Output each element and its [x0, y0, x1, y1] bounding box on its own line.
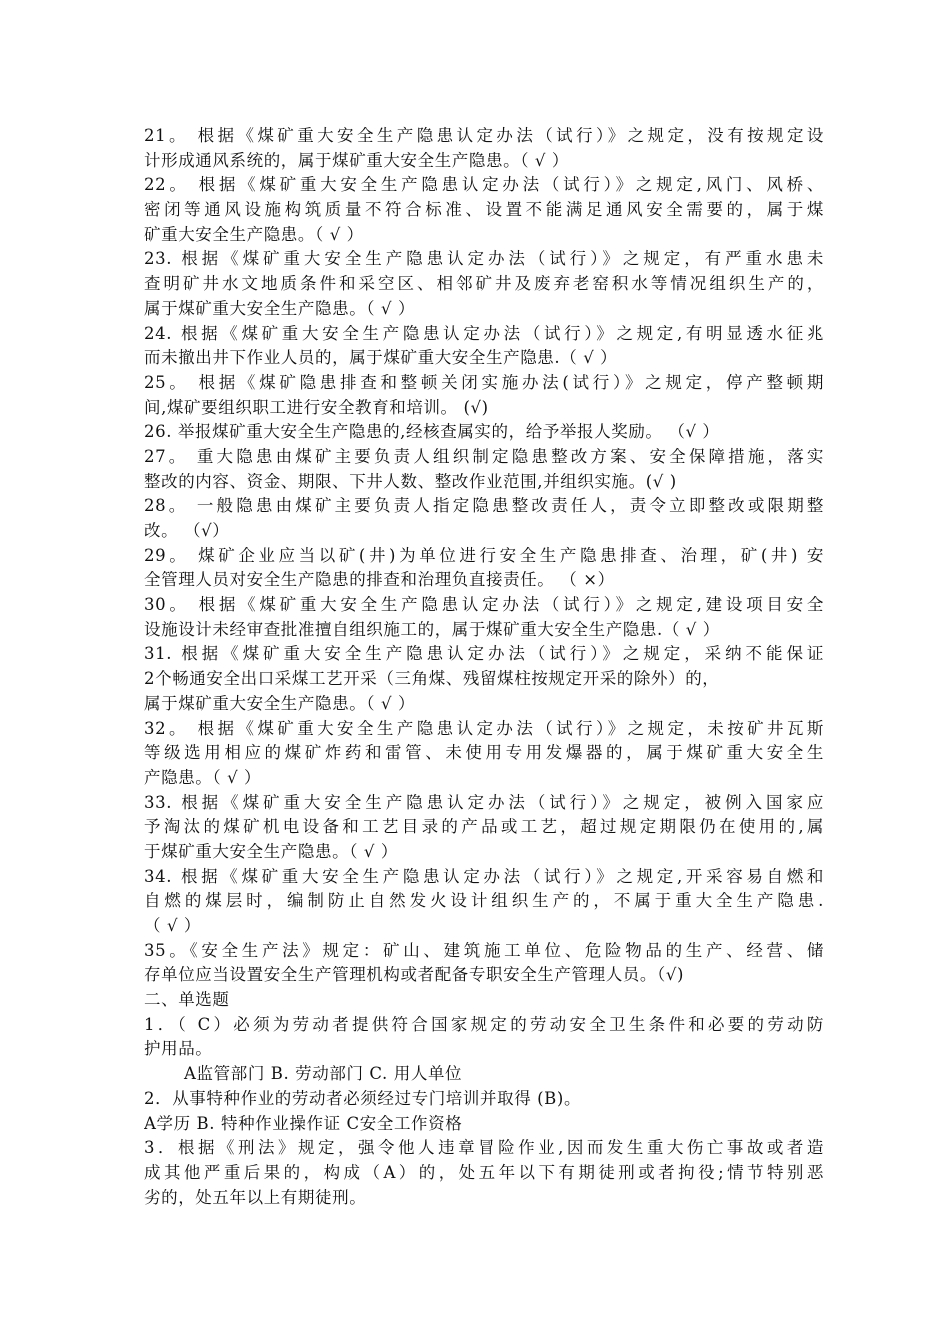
text-line: 27。 重大隐患由煤矿主要负责人组织制定隐患整改方案、安全保障措施，落实 — [144, 446, 824, 466]
text-line: 矿重大安全生产隐患。（ √ ） — [144, 224, 364, 244]
text-line: 自燃的煤层时，编制防止自然发火设计组织生产的，不属于重大全生产隐患. — [144, 891, 824, 911]
text-line: 21。 根据《煤矿重大安全生产隐患认定办法（试行）》之规定，没有按规定设 — [144, 126, 824, 145]
text-line: 而未撤出井下作业人员的，属于煤矿重大安全生产隐患.（ √ ） — [144, 348, 618, 368]
text-line: 2个畅通安全出口采煤工艺开采（三角煤、残留煤柱按规定开采的除外）的， — [144, 669, 720, 689]
text-line: 设施设计未经审查批准擅自组织施工的，属于煤矿重大安全生产隐患.（ √ ） — [144, 619, 720, 639]
text-line: 3．根据《刑法》规定，强令他人违章冒险作业,因而发生重大伤亡事故或者造 — [144, 1138, 824, 1158]
text-line: 属于煤矿重大安全生产隐患。（ √ ） — [144, 298, 416, 318]
text-line: 于煤矿重大安全生产隐患。（ √ ） — [144, 841, 398, 861]
text-line: 34. 根据《煤矿重大安全生产隐患认定办法（试行）》之规定,开采容易自燃和 — [144, 866, 824, 886]
text-line: 33. 根据《煤矿重大安全生产隐患认定办法（试行）》之规定，被例入国家应 — [144, 792, 824, 812]
text-line: 25。 根据《煤矿隐患排查和整顿关闭实施办法(试行）》之规定，停产整顿期 — [144, 372, 824, 392]
text-line: 成其他严重后果的，构成（A）的，处五年以下有期徒刑或者拘役;情节特别恶 — [144, 1162, 824, 1182]
text-line: 间,煤矿要组织职工进行安全教育和培训。 (√) — [144, 397, 489, 417]
text-line: 30。 根据《煤矿重大安全生产隐患认定办法（试行）》之规定,建设项目安全 — [144, 595, 824, 615]
text-line: 属于煤矿重大安全生产隐患。（ √ ） — [144, 693, 416, 713]
text-line: 29。 煤矿企业应当以矿(井)为单位进行安全生产隐患排查、治理，矿(井) 安 — [144, 545, 824, 565]
text-line: 予淘汰的煤矿机电设备和工艺目录的产品或工艺，超过规定期限仍在使用的,属 — [144, 817, 824, 837]
text-line: 等级选用相应的煤矿炸药和雷管、未使用专用发爆器的，属于煤矿重大安全生 — [144, 743, 824, 763]
text-line: A监管部门 B. 劳动部门 C. 用人单位 — [184, 1064, 463, 1084]
text-line: A学历 B. 特种作业操作证 C安全工作资格 — [144, 1113, 463, 1133]
text-line: 31. 根据《煤矿重大安全生产隐患认定办法（试行）》之规定，采纳不能保证 — [144, 644, 824, 664]
text-line: 密闭等通风设施构筑质量不符合标准、设置不能满足通风安全需要的，属于煤 — [144, 200, 824, 220]
text-line: 2．从事特种作业的劳动者必须经过专门培训并取得 (B)。 — [144, 1088, 582, 1108]
text-line: 32。 根据《煤矿重大安全生产隐患认定办法（试行）》之规定，未按矿井瓦斯 — [144, 718, 824, 738]
text-line: 产隐患。（ √ ） — [144, 767, 262, 787]
text-line: （ √ ） — [144, 916, 202, 935]
text-line: 24. 根据《煤矿重大安全生产隐患认定办法（试行）》之规定,有明显透水征兆 — [144, 323, 824, 343]
text-line: 28。 一般隐患由煤矿主要负责人指定隐患整改责任人，责令立即整改或限期整 — [144, 496, 824, 516]
text-line: 二、单选题 — [144, 990, 230, 1010]
text-line: 计形成通风系统的，属于煤矿重大安全生产隐患。（ √ ） — [144, 150, 569, 170]
text-line: 35。《安全生产法》规定：矿山、建筑施工单位、危险物品的生产、经营、储 — [144, 940, 824, 960]
document-page — [144, 124, 824, 1210]
text-line: 26. 举报煤矿重大安全生产隐患的,经核查属实的，给予举报人奖励。 （√ ） — [144, 422, 720, 442]
text-line: 23. 根据《煤矿重大安全生产隐患认定办法（试行）》之规定，有严重水患未 — [144, 249, 824, 269]
text-line: 1．（ C）必须为劳动者提供符合国家规定的劳动安全卫生条件和必要的劳动防 — [144, 1014, 824, 1034]
text-line: 存单位应当设置安全生产管理机构或者配备专职安全生产管理人员。（√) — [144, 965, 685, 985]
text-line: 22。 根据《煤矿重大安全生产隐患认定办法（试行）》之规定,风门、风桥、 — [144, 175, 824, 195]
text-line: 护用品。 — [144, 1039, 213, 1059]
text-line: 查明矿井水文地质条件和采空区、相邻矿井及废弃老窑积水等情况组织生产的， — [144, 274, 824, 294]
text-line: 整改的内容、资金、期限、下井人数、整改作业范围,并组织实施。(√ ) — [144, 471, 677, 491]
text-line: 改。 （√） — [144, 521, 230, 540]
text-line: 劣的，处五年以上有期徒刑。 — [144, 1187, 367, 1207]
text-line: 全管理人员对安全生产隐患的排查和治理负直接责任。 （ ×） — [144, 570, 615, 590]
